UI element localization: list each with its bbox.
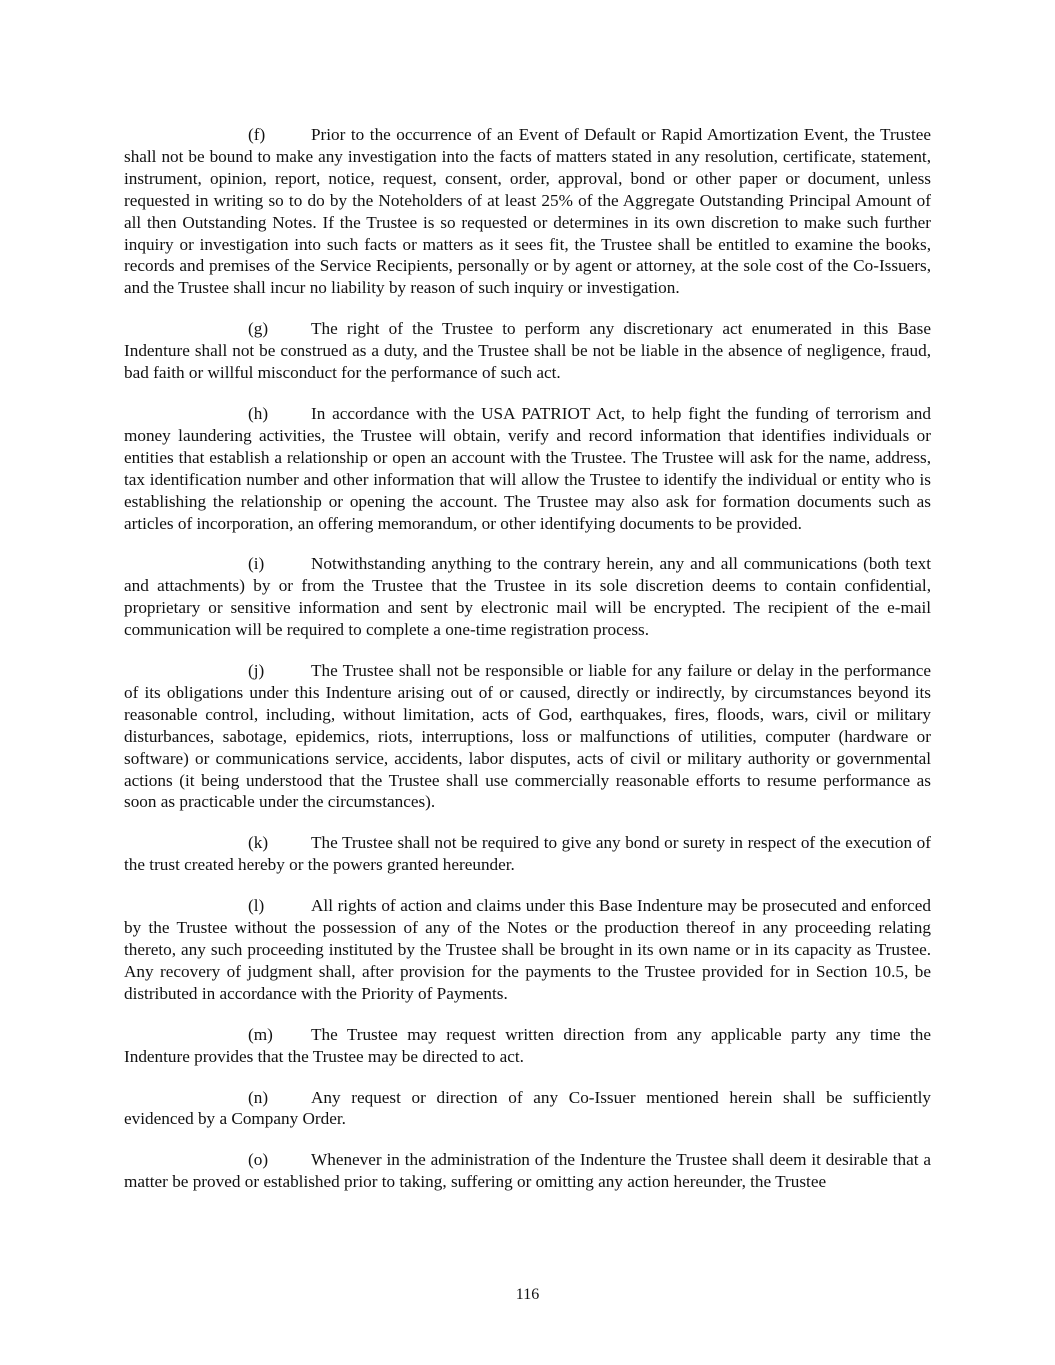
paragraph-text: Whenever in the administration of the Indenture the Trustee shall deem it desirable that a matter be proved or established prior to taking, suffering or omitting any action hereunder, the Trustee [124, 1150, 931, 1192]
paragraph-label: (h) [248, 403, 269, 423]
paragraph-label: (i) [248, 554, 265, 574]
paragraph-text: All rights of action and claims under this Base Indenture may be prosecuted and enforced by the Trustee without the possession of any of the Notes or the production thereof in any proceeding relating thereto, any such proceeding instituted by the Trustee shall be brought in its own name or in its capacity as Trustee. Any recovery of judgment shall, after provision for the payments to the Trustee provided for in Section 10.5, be distributed in accordance with the Priority of Payments. [124, 896, 931, 1003]
paragraph-label: (g) [248, 319, 269, 339]
paragraph-o [124, 1149, 931, 1193]
paragraph-f [124, 124, 931, 299]
paragraph-text: The Trustee shall not be responsible or liable for any failure or delay in the performance of its obligations under this Indenture arising out of or caused, directly or indirectly, by circumstances beyond its reasonable control, including, without limitation, acts of God, earthquakes, fires, floods, wars, civil or military disturbances, sabotage, epidemics, riots, interruptions, loss or malfunctions of utilities, computer (hardware or software) or communications service, accidents, labor disputes, acts of civil or military authority or governmental actions (it being understood that the Trustee shall use commercially reasonable efforts to resume performance as soon as practicable under the circumstances). [124, 661, 931, 812]
paragraph-label: (k) [248, 833, 269, 853]
paragraph-label: (o) [248, 1150, 269, 1170]
paragraph-text: In accordance with the USA PATRIOT Act, to help fight the funding of terrorism and money laundering activities, the Trustee will obtain, verify and record information that identifies individuals or entities that establish a relationship or open an account with the Trustee. The Trustee will ask for the name, address, tax identification number and other information that will allow the Trustee to identify the individual or entity who is establishing the relationship or opening the account. The Trustee may also ask for formation documents such as articles of incorporation, an offering memorandum, or other identifying documents to be provided. [124, 403, 931, 533]
paragraph-label: (n) [248, 1087, 269, 1107]
paragraph-n [124, 1087, 931, 1131]
page-number: 116 [515, 1286, 540, 1303]
document-body [124, 124, 931, 1212]
paragraph-text: The Trustee may request written direction from any applicable party any time the Indenture provides that the Trustee may be directed to act. [124, 1024, 931, 1066]
paragraph-k [124, 832, 931, 876]
paragraph-text: The Trustee shall not be required to give any bond or surety in respect of the execution of the trust created hereby or the powers granted hereunder. [124, 833, 931, 875]
paragraph-text: Any request or direction of any Co-Issuer mentioned herein shall be sufficiently evidenced by a Company Order. [124, 1087, 931, 1129]
paragraph-l [124, 895, 931, 1005]
paragraph-text: Prior to the occurrence of an Event of Default or Rapid Amortization Event, the Trustee shall not be bound to make any investigation into the facts of matters stated in any resolution, certificate, statement, instrument, opinion, report, notice, request, consent, order, approval, bond or other paper or document, unless requested in writing so to do by the Noteholders of at least 25% of the Aggregate Outstanding Principal Amount of all then Outstanding Notes. If the Trustee is so requested or determines in its own discretion to make such further inquiry or investigation into such facts or matters as it sees fit, the Trustee shall be entitled to examine the books, records and premises of the Service Recipients, personally or by agent or attorney, at the sole cost of the Co-Issuers, and the Trustee shall incur no liability by reason of such inquiry or investigation. [124, 125, 931, 298]
paragraph-text: The right of the Trustee to perform any discretionary act enumerated in this Base Indenture shall not be construed as a duty, and the Trustee shall be not be liable in the absence of negligence, fraud, bad faith or willful misconduct for the performance of such act. [124, 319, 931, 383]
paragraph-m [124, 1024, 931, 1068]
paragraph-text: Notwithstanding anything to the contrary herein, any and all communications (both text and attachments) by or from the Trustee that the Trustee in its sole discretion deems to contain confidential, proprietary or sensitive information and sent by electronic mail will be encrypted. The recipient of the e-mail communication will be required to complete a one-time registration process. [124, 554, 931, 640]
paragraph-label: (f) [248, 125, 266, 144]
paragraph-h [124, 403, 931, 534]
paragraph-label: (l) [248, 896, 265, 916]
paragraph-j [124, 660, 931, 813]
paragraph-label: (j) [248, 661, 265, 681]
paragraph-label: (m) [248, 1024, 273, 1044]
paragraph-g [124, 318, 931, 384]
paragraph-i [124, 553, 931, 641]
